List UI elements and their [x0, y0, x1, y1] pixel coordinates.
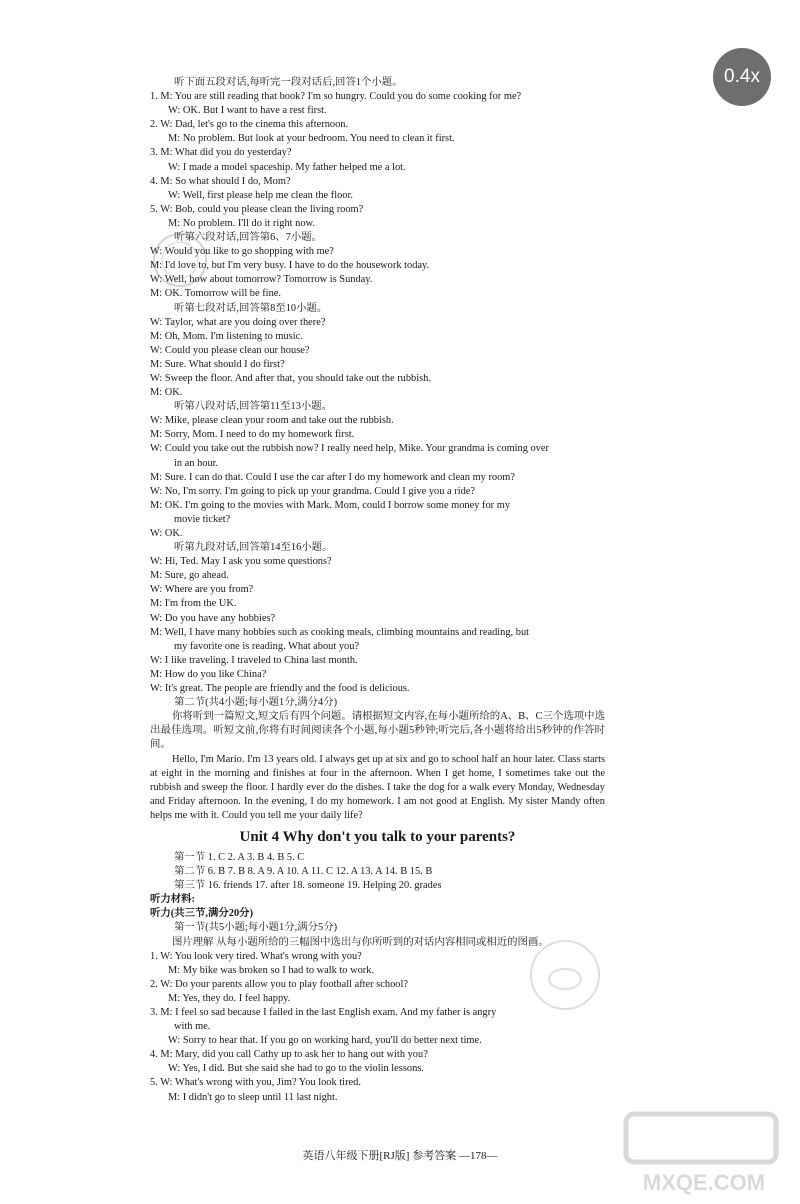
text-line: W: Hi, Ted. May I ask you some questions?: [150, 556, 332, 568]
watermark-logo-icon: [620, 1110, 790, 1200]
text-line: M: Sure, go ahead.: [150, 570, 229, 582]
stamp-mark-icon: [525, 935, 605, 1015]
text-line: W: Yes, I did. But she said she had to go to the violin lessons.: [168, 1063, 424, 1075]
text-line: W: Taylor, what are you doing over there?: [150, 316, 326, 328]
text-line: W: I made a model spaceship. My father helped me a lot.: [168, 161, 406, 173]
text-line: 5. W: Bob, could you please clean the living room?: [150, 203, 364, 215]
text-line: 3. M: I feel so sad because I failed in the last English exam. And my father is angry: [150, 1007, 497, 1018]
answer-line: 第三节 16. friends 17. after 18. someone 19. Helping 20. grades: [174, 880, 442, 892]
text-line: 3. M: What did you do yesterday?: [150, 147, 292, 159]
text-line: W: Where are you from?: [150, 584, 254, 596]
text-line: 1. W: You look very tired. What's wrong with you?: [150, 950, 362, 962]
material-label: 听力材料:: [150, 894, 196, 906]
text-line: 5. W: What's wrong with you, Jim? You look tired.: [150, 1077, 361, 1089]
text-line: 4. M: Mary, did you call Cathy up to ask her to hang out with you?: [150, 1049, 428, 1061]
text-line: W: Mike, please clean your room and take out the rubbish.: [150, 415, 394, 427]
answer-line: 第二节 6. B 7. B 8. A 9. A 10. A 11. C 12. A 13. A 14. B 15. B: [174, 866, 433, 878]
text-line: W: Sorry to hear that. If you go on working hard, you'll do better next time.: [168, 1035, 482, 1047]
text-line: M: How do you like China?: [150, 668, 267, 680]
text-line: M: Sure. I can do that. Could I use the car after I do my homework and clean my room?: [150, 471, 516, 483]
text-line: W: No, I'm sorry. I'm going to pick up your grandma. Could I give you a ride?: [150, 485, 476, 497]
text-line: W: Could you take out the rubbish now? I really need help, Mike. Your grandma is coming over: [150, 443, 549, 455]
text-line: 2. W: Dad, let's go to the cinema this afternoon.: [150, 119, 349, 131]
text-line: 听第九段对话,回答第14至16小题。: [174, 542, 333, 554]
svg-text:MXQE.COM: MXQE.COM: [642, 1170, 766, 1195]
dialogue-section-a: [150, 76, 605, 710]
text-line: my favorite one is reading. What about you?: [174, 640, 360, 652]
dialogue-section-b: [150, 921, 605, 935]
page-footer: 英语八年级下册[RJ版] 参考答案 —178—: [302, 1150, 498, 1162]
text-line: 听下面五段对话,每听完一段对话后,回答1个小题。: [174, 77, 403, 88]
text-line: M: OK. Tomorrow will be fine.: [150, 288, 281, 300]
text-line: W: Well, first please help me clean the floor.: [168, 189, 353, 201]
picture-instruction: 图片理解 从每小题所给的三幅图中选出与你所听到的对话内容相同或相近的图画。: [172, 936, 549, 948]
text-line: W: It's great. The people are friendly and the food is delicious.: [150, 683, 410, 695]
text-line: 听第七段对话,回答第8至10小题。: [174, 302, 328, 314]
text-line: 第一节(共5小题;每小题1分,满分5分): [174, 922, 338, 934]
text-line: M: I'd love to, but I'm very busy. I have to do the housework today.: [150, 260, 430, 272]
text-line: W: Sweep the floor. And after that, you should take out the rubbish.: [150, 372, 431, 384]
text-line: W: I like traveling. I traveled to China last month.: [150, 654, 358, 666]
text-line: M: Well, I have many hobbies such as cooking meals, climbing mountains and reading, but: [150, 626, 530, 638]
text-line: W: Would you like to go shopping with me?: [150, 246, 334, 258]
text-line: M: I'm from the UK.: [150, 598, 237, 610]
text-line: M: Sorry, Mom. I need to do my homework first.: [150, 429, 355, 441]
text-line: 听第六段对话,回答第6、7小题。: [174, 232, 323, 244]
text-line: 听第八段对话,回答第11至13小题。: [174, 401, 333, 413]
stamp-mark-icon: [150, 230, 210, 290]
text-line: W: Do you have any hobbies?: [150, 612, 276, 624]
text-line: 4. M: So what should I do, Mom?: [150, 175, 291, 187]
section-label: 听力(共三节,满分20分): [150, 908, 254, 920]
text-line: 2. W: Do your parents allow you to play football after school?: [150, 978, 408, 990]
text-line: in an hour.: [174, 457, 219, 469]
answer-key: [150, 851, 605, 893]
text-line: W: OK. But I want to have a rest first.: [168, 105, 327, 117]
text-line: M: No problem. I'll do it right now.: [168, 217, 315, 229]
passage-paragraph: Hello, I'm Mario. I'm 13 years old. I always get up at six and go to school half an hour later. Class starts at eight in the morning and finishes at four in the afternoon. When I get home, I sometimes take out the rubbish and sweep the floor. I hardly ever do the dishes. I take the dog for a walk every Monday, Wednesday and Friday afternoon. In the evening, I do my homework. I am not good at English. My sister Mandy often helps me with it. Could you tell me your daily life?: [150, 753, 605, 821]
text-line: W: Well, how about tomorrow? Tomorrow is Sunday.: [150, 274, 373, 286]
text-line: M: Yes, they do. I feel happy.: [168, 992, 291, 1004]
text-line: with me.: [174, 1021, 211, 1033]
text-line: M: OK. I'm going to the movies with Mark. Mom, could I borrow some money for my: [150, 499, 511, 511]
text-line: M: My bike was broken so I had to walk to work.: [168, 964, 375, 976]
text-line: movie ticket?: [174, 513, 231, 525]
text-line: M: OK.: [150, 387, 183, 399]
text-line: M: I didn't go to sleep until 11 last night.: [168, 1091, 338, 1103]
zoom-level-badge[interactable]: 0.4x: [713, 48, 771, 106]
text-line: M: Sure. What should I do first?: [150, 358, 285, 370]
text-line: M: Oh, Mom. I'm listening to music.: [150, 330, 303, 342]
text-line: W: Could you please clean our house?: [150, 344, 310, 356]
answer-line: 第一节 1. C 2. A 3. B 4. B 5. C: [174, 851, 305, 863]
text-line: W: OK.: [150, 528, 183, 539]
text-line: 第二节(共4小题;每小题1分,满分4分): [174, 697, 338, 709]
unit-title: Unit 4 Why don't you talk to your parents?: [239, 828, 516, 845]
text-line: M: No problem. But look at your bedroom. You need to clean it first.: [168, 133, 455, 145]
instruction-paragraph: 你将听到一篇短文,短文后有四个问题。请根据短文内容,在每小题所给的A、B、C三个选项中选出最佳选项。听短文前,你将有时间阅读各个小题,每小题5秒钟;听完后,各小题将给出5秒钟的作答时间。: [150, 711, 605, 751]
text-line: 1. M: You are still reading that book? I'm so hungry. Could you do some cooking for me?: [150, 91, 522, 103]
